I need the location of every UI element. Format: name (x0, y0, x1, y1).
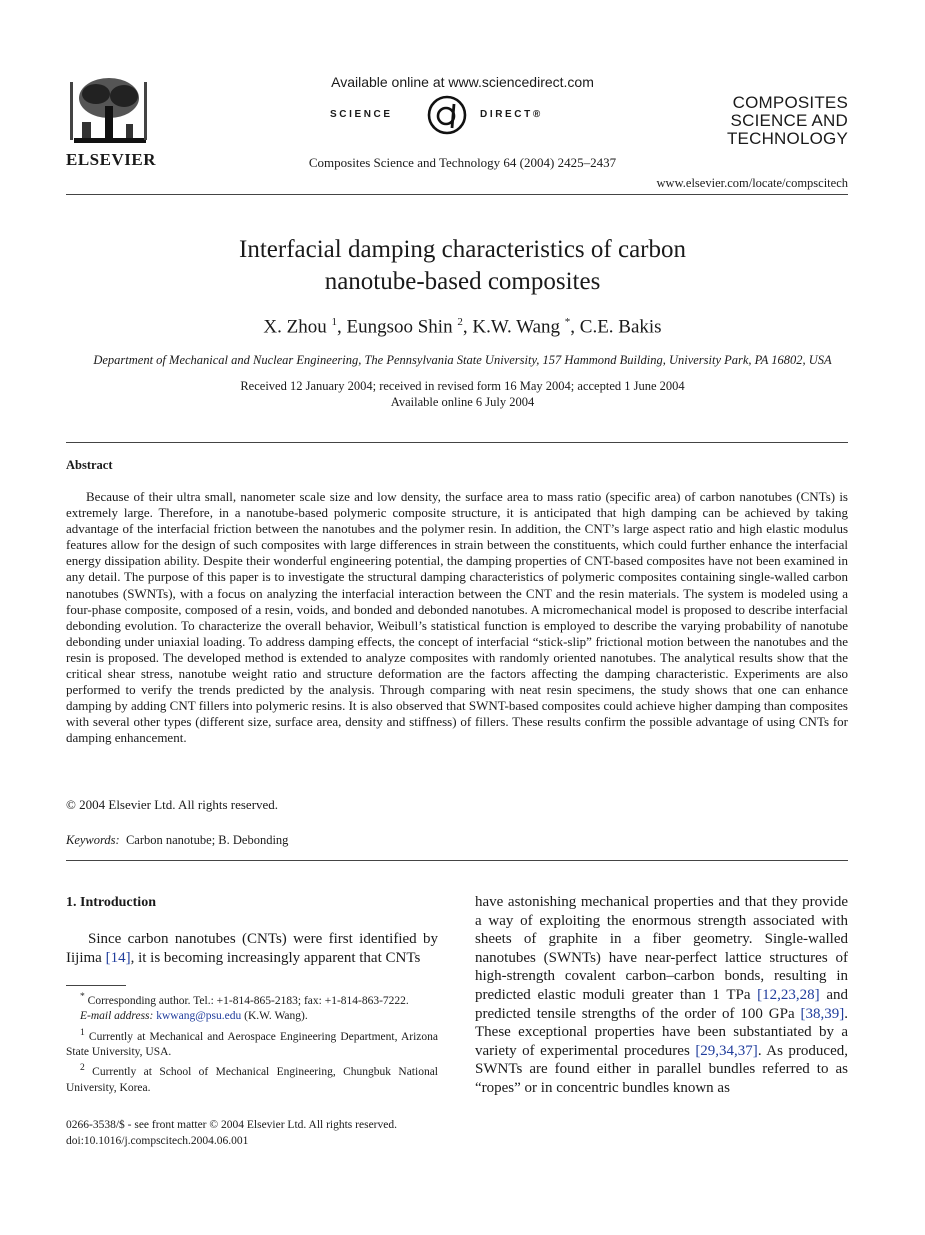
keywords-label: Keywords: (66, 833, 120, 847)
email-link[interactable]: kwwang@psu.edu (156, 1010, 242, 1023)
intro-right-column (475, 893, 848, 1098)
received-dates: Received 12 January 2004; received in revised form 16 May 2004; accepted 1 June 2004 (240, 379, 685, 393)
journal-url[interactable]: www.elsevier.com/locate/compscitech (656, 176, 848, 190)
intro-text: , it is becoming increasingly apparent that CNTs (130, 950, 421, 966)
citation-link[interactable]: [38,39] (800, 1005, 845, 1022)
journal-title-line-2: SCIENCE AND (730, 111, 848, 130)
author-name: X. Zhou (263, 316, 327, 338)
footnote-email (66, 1009, 438, 1024)
author-name: Eungsoo Shin (346, 316, 453, 338)
header-divider (66, 194, 848, 195)
journal-citation: Composites Science and Technology 64 (2004) 2425–2437 (308, 155, 617, 170)
author-mark: 1 (331, 316, 337, 328)
keywords-value: Carbon nanotube; B. Debonding (125, 833, 289, 847)
footnote-mark: 1 (80, 1026, 85, 1038)
available-date: Available online 6 July 2004 (390, 395, 535, 409)
available-online-line: Available online at www.sciencedirect.com (331, 74, 594, 90)
sciencedirect-right-text: DIRECT® (480, 109, 543, 120)
front-matter-info (66, 1117, 466, 1149)
journal-title-line-3: TECHNOLOGY (726, 129, 848, 148)
footnote-mark: 2 (80, 1062, 85, 1074)
article-dates (120, 378, 805, 410)
author-name: C.E. Bakis (579, 316, 662, 338)
doi-line[interactable]: doi:10.1016/j.compscitech.2004.06.001 (66, 1135, 249, 1147)
citation-link[interactable]: [29,34,37] (695, 1042, 758, 1059)
intro-text: have astonishing mechanical properties and that they provide a way of exploiting the enormous strength associated with sheets of graphite in a fiber geometry. Single-walled nanotubes (SWNTs) have near-perfect lattice structures of high-strength covalent carbon–carbon bonds, resulting in predicted elastic moduli greater than 1 TPa (475, 894, 848, 1003)
citation-link[interactable]: [12,23,28] (757, 986, 820, 1003)
intro-text: Since carbon nanotubes (CNTs) were first identified by Iijima (66, 931, 438, 966)
author-list: X. Zhou $^1$, Eungsoo Shin $^2$, K.W. Wang *, C.E. Bakis (263, 316, 662, 338)
email-suffix: (K.W. Wang). (241, 1010, 308, 1023)
journal-title-line-1: COMPOSITES (732, 93, 848, 112)
author-mark: 2 (457, 316, 463, 328)
footnote-mark: * (80, 991, 85, 1002)
footnote-text: Currently at School of Mechanical Engineering, Chungbuk National University, Korea. (66, 1066, 438, 1094)
footnotes (66, 989, 438, 1096)
citation-link[interactable]: [14] (105, 950, 131, 966)
abstract-top-divider (66, 442, 848, 443)
section-heading-introduction: 1. Introduction (66, 895, 156, 910)
abstract-body: Because of their ultra small, nanometer scale size and low density, the surface area to mass ratio (specific area) of carbon nanotubes (CNTs) is extremely large. Therefore, in a nanotube-based polymeric composite structure, it is anticipated that high damping can be achieved by taking advantage of the interfacial friction between the nanotubes and the polymer resin. In addition, the CNT’s large aspect ratio and high elastic modulus features allow for the design of such composites with large differences in strain between the constituents, which could further enhance the interfacial energy dissipation ability. Despite their wonderful engineering potential, the damping properties of CNT-based composites have not been examined in any detail. The purpose of this paper is to investigate the structural damping characteristics of polymeric composites containing single-walled carbon nanotubes (SWNTs), with a focus on analyzing the interfacial interaction between the CNT and the resin materials. The system is modeled using a four-phase composite, composed of a resin, voids, and bonded and debonded nanotubes. A micromechanical model is proposed to describe interfacial debonding evolution. To characterize the overall behavior, Weibull’s statistical function is employed to describe the varying probability of nanotube debonding under uniaxial loading. To address damping effects, the concept of interfacial “stick-slip” frictional motion between the nanotubes and the resin is proposed. The developed method is extended to analyze composites with randomly oriented nanotubes. The analytical results show that the critical shear stress, nanotube weight ratio and structure deformation are the factors affecting the damping characteristic. Experiments are also performed to verify the trends predicted by the analysis. Through comparing with neat resin specimens, the study shows that one can enhance damping by adding CNT fillers into polymeric resins. It is also observed that SWNT-based composites could achieve higher damping than composites with several other types (different size, surface area, density and stiffness) of fillers. These results confirm the possible advantage of using CNTs for damping enhancement. (66, 489, 848, 746)
abstract-copyright: © 2004 Elsevier Ltd. All rights reserved. (66, 797, 279, 812)
abstract-heading: Abstract (66, 458, 113, 472)
author-mark: * (564, 316, 571, 328)
article-title-line-1: Interfacial damping characteristics of carbon (239, 236, 686, 263)
intro-text: and predicted tensile strengths of the order of 100 GPa (475, 986, 848, 1022)
journal-title (690, 94, 848, 148)
intro-text: . As produced, SWNTs are found either in parallel bundles referred to as “ropes” or in concentric bundles known as (475, 1042, 848, 1096)
intro-text: . These exceptional properties have been substantiated by a variety of experimental procedures (475, 1005, 848, 1059)
intro-left-column (66, 930, 438, 968)
sciencedirect-at-icon (422, 94, 472, 136)
footnote-corresponding-author (66, 989, 438, 1009)
article-title (120, 234, 805, 298)
footnote-text: Currently at Mechanical and Aerospace Engineering Department, Arizona State University, USA. (66, 1030, 438, 1058)
author-affiliation: Department of Mechanical and Nuclear Engineering, The Pennsylvania State University, 157 Hammond Building, University Park, PA 16802, USA (93, 353, 832, 367)
abstract-bottom-divider (66, 860, 848, 861)
keywords (66, 833, 288, 848)
author-name: K.W. Wang (472, 316, 561, 338)
article-title-line-2: nanotube-based composites (324, 268, 601, 295)
sciencedirect-left-text: SCIENCE (330, 109, 393, 120)
sciencedirect-logo (330, 96, 595, 136)
footnote-text: Corresponding author. Tel.: +1-814-865-2183; fax: +1-814-863-7222. (84, 994, 409, 1007)
publisher-name: ELSEVIER (66, 150, 156, 169)
email-label: E-mail address: (80, 1010, 154, 1023)
issn-line: 0266-3538/$ - see front matter © 2004 Elsevier Ltd. All rights reserved. (66, 1119, 397, 1131)
footnote-2 (66, 1060, 438, 1096)
footnote-divider (66, 985, 126, 986)
footnote-1 (66, 1025, 438, 1061)
